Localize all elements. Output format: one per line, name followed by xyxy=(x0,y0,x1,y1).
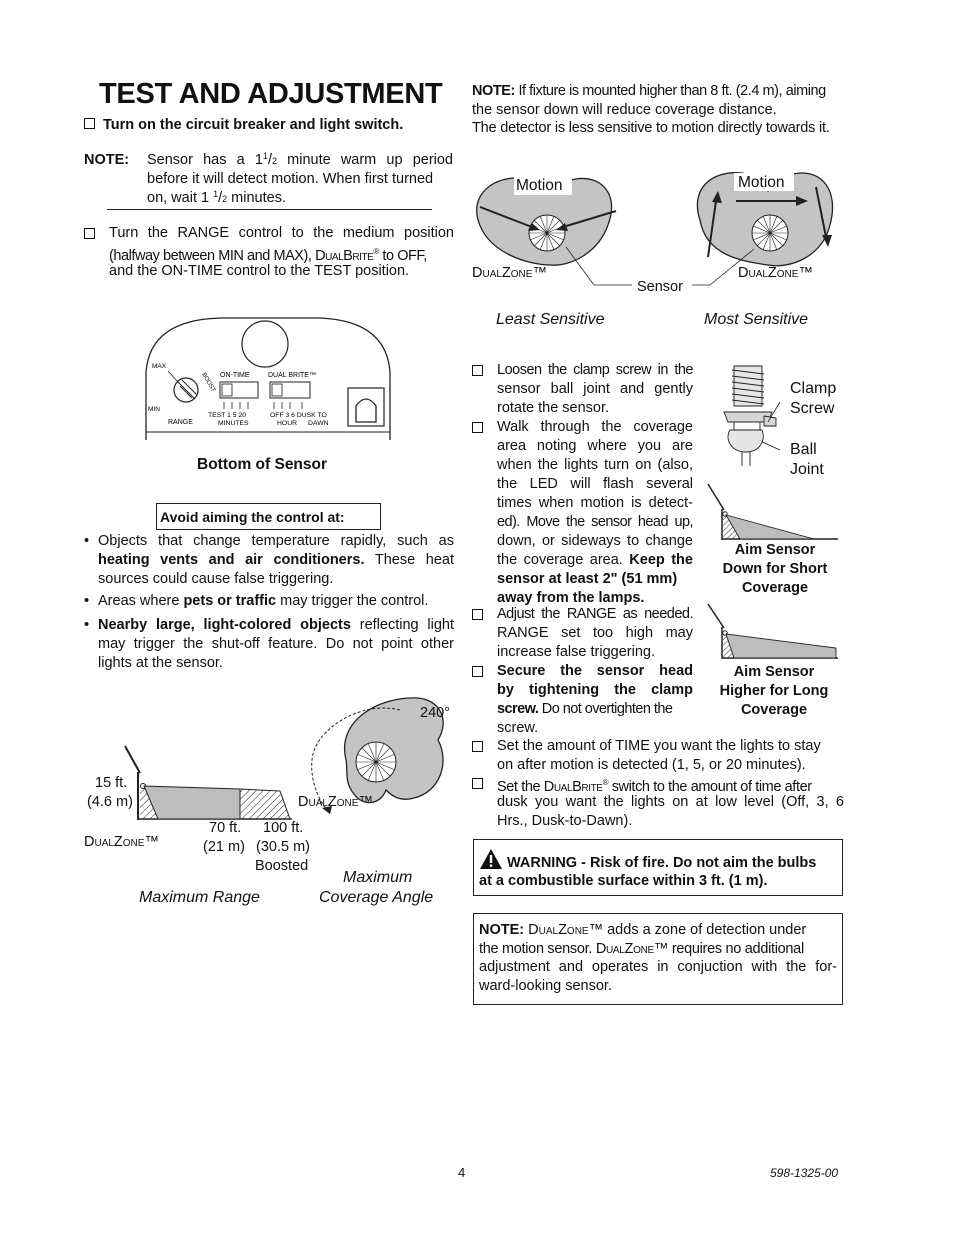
step-text: Turn on the circuit breaker and light switch. xyxy=(103,117,404,133)
clamp-label-2: Screw xyxy=(790,400,835,417)
least-sensitive-caption: Least Sensitive xyxy=(496,311,605,328)
avoid-box-text: Avoid aiming the control at: xyxy=(160,509,345,525)
aim-short-caption: Aim Sensor Down for Short Coverage xyxy=(722,542,828,596)
max-range-caption: Maximum Range xyxy=(139,889,260,906)
motion-label-right: Motion xyxy=(738,174,785,191)
lens-window xyxy=(348,388,384,426)
warning-line-2: at a combustible surface within 3 ft. (1 m). xyxy=(479,873,768,889)
warning-line-1: WARNING - Risk of fire. Do not aim the bulbs xyxy=(507,855,817,871)
dual-brite-label: DUAL BRITE™ xyxy=(268,372,316,379)
checkbox-icon xyxy=(472,778,483,789)
dawn-label: DAWN xyxy=(308,420,329,427)
note-rule xyxy=(107,209,432,210)
note-line-3: on, wait 1 $^1$/2 minutes. xyxy=(147,189,286,206)
coverage-caption-2: Coverage Angle xyxy=(319,889,434,906)
step-line-1: Turn the RANGE control to the medium position xyxy=(109,225,454,241)
aim-long-diagram xyxy=(704,602,844,662)
distance-100-ft: 100 ft. xyxy=(263,820,304,836)
distance-70-ft: 70 ft. xyxy=(209,820,242,836)
checkbox-icon xyxy=(472,422,483,433)
checkbox-icon xyxy=(472,365,483,376)
note-line-4: ward-looking sensor. xyxy=(479,978,612,994)
aim-long-caption: Aim Sensor Higher for Long Coverage xyxy=(719,664,829,718)
dualzone-label-right: DualZone™ xyxy=(738,265,813,281)
step-line-2: (halfway between MIN and MAX), DualBrite® to OFF, xyxy=(109,247,427,264)
aim-short-diagram xyxy=(704,482,844,544)
note-dualzone-box xyxy=(473,913,843,1005)
ball-label-2: Joint xyxy=(790,461,824,478)
test-minutes-scale: TEST 1 5 20 xyxy=(208,412,247,419)
checkbox-icon xyxy=(472,609,483,620)
hour-label: HOUR xyxy=(277,420,298,427)
range-label: RANGE xyxy=(168,419,193,426)
checkbox-icon xyxy=(84,118,95,129)
most-sensitive-caption: Most Sensitive xyxy=(704,311,809,328)
minutes-label: MINUTES xyxy=(218,420,249,427)
motion-label-left: Motion xyxy=(516,177,563,194)
coverage-caption-1: Maximum xyxy=(343,869,413,886)
clamp-label-1: Clamp xyxy=(790,380,837,397)
min-label: MIN xyxy=(148,406,160,413)
dualzone-label-left: DualZone™ xyxy=(472,265,547,281)
note-line-1: Sensor has a $1^1/2$ minute warm up period xyxy=(147,151,453,168)
note-mount-height: NOTE: If fixture is mounted higher than 8 ft. (2.4 m), aiming the sensor down will reduce coverage distance. The detector is less sensitive to motion directly towards it. xyxy=(472,83,830,136)
height-m-label: (4.6 m) xyxy=(87,794,133,810)
checkbox-icon xyxy=(84,228,95,239)
note-line-3: adjustment and operates in conjuction with the for- xyxy=(479,959,837,975)
step-line-3: and the ON-TIME control to the TEST position. xyxy=(109,263,410,279)
boosted-label: Boosted xyxy=(255,858,309,874)
clamp-screw-diagram xyxy=(720,362,780,468)
avoid-box xyxy=(156,503,381,530)
page-number: 4 xyxy=(458,1165,466,1180)
step-circuit-breaker xyxy=(84,116,403,135)
note-line-2: the motion sensor. DualZone™ requires no additional xyxy=(479,941,804,957)
note-line-2: before it will detect motion. When first turned xyxy=(147,171,434,187)
checkbox-icon xyxy=(472,666,483,677)
angle-240-label: 240° xyxy=(420,705,450,721)
warning-box xyxy=(473,839,843,896)
boost-label: BOOST xyxy=(200,372,216,394)
note-label: NOTE: xyxy=(84,152,130,168)
distance-70-m: (21 m) xyxy=(203,839,245,855)
dualzone-label: DualZone™ xyxy=(84,834,159,850)
note-line-1: NOTE: DualZone™ adds a zone of detection under xyxy=(479,922,807,938)
page-title: TEST AND ADJUSTMENT xyxy=(99,78,443,110)
sensor-caption: Bottom of Sensor xyxy=(197,456,328,473)
sensor-bottom-diagram xyxy=(140,312,400,442)
checkbox-icon xyxy=(472,741,483,752)
dualzone-label: DualZone™ xyxy=(298,794,373,810)
warning-triangle-icon xyxy=(479,848,503,870)
max-label: MAX xyxy=(152,363,167,370)
height-ft-label: 15 ft. xyxy=(95,775,128,791)
sensor-label: Sensor xyxy=(637,279,683,295)
distance-100-m: (30.5 m) xyxy=(256,839,310,855)
ball-label-1: Ball xyxy=(790,441,817,458)
on-time-label: ON-TIME xyxy=(220,372,250,379)
document-code: 598-1325-00 xyxy=(770,1166,839,1180)
off-hour-scale: OFF 3 6 DUSK TO xyxy=(270,412,327,419)
